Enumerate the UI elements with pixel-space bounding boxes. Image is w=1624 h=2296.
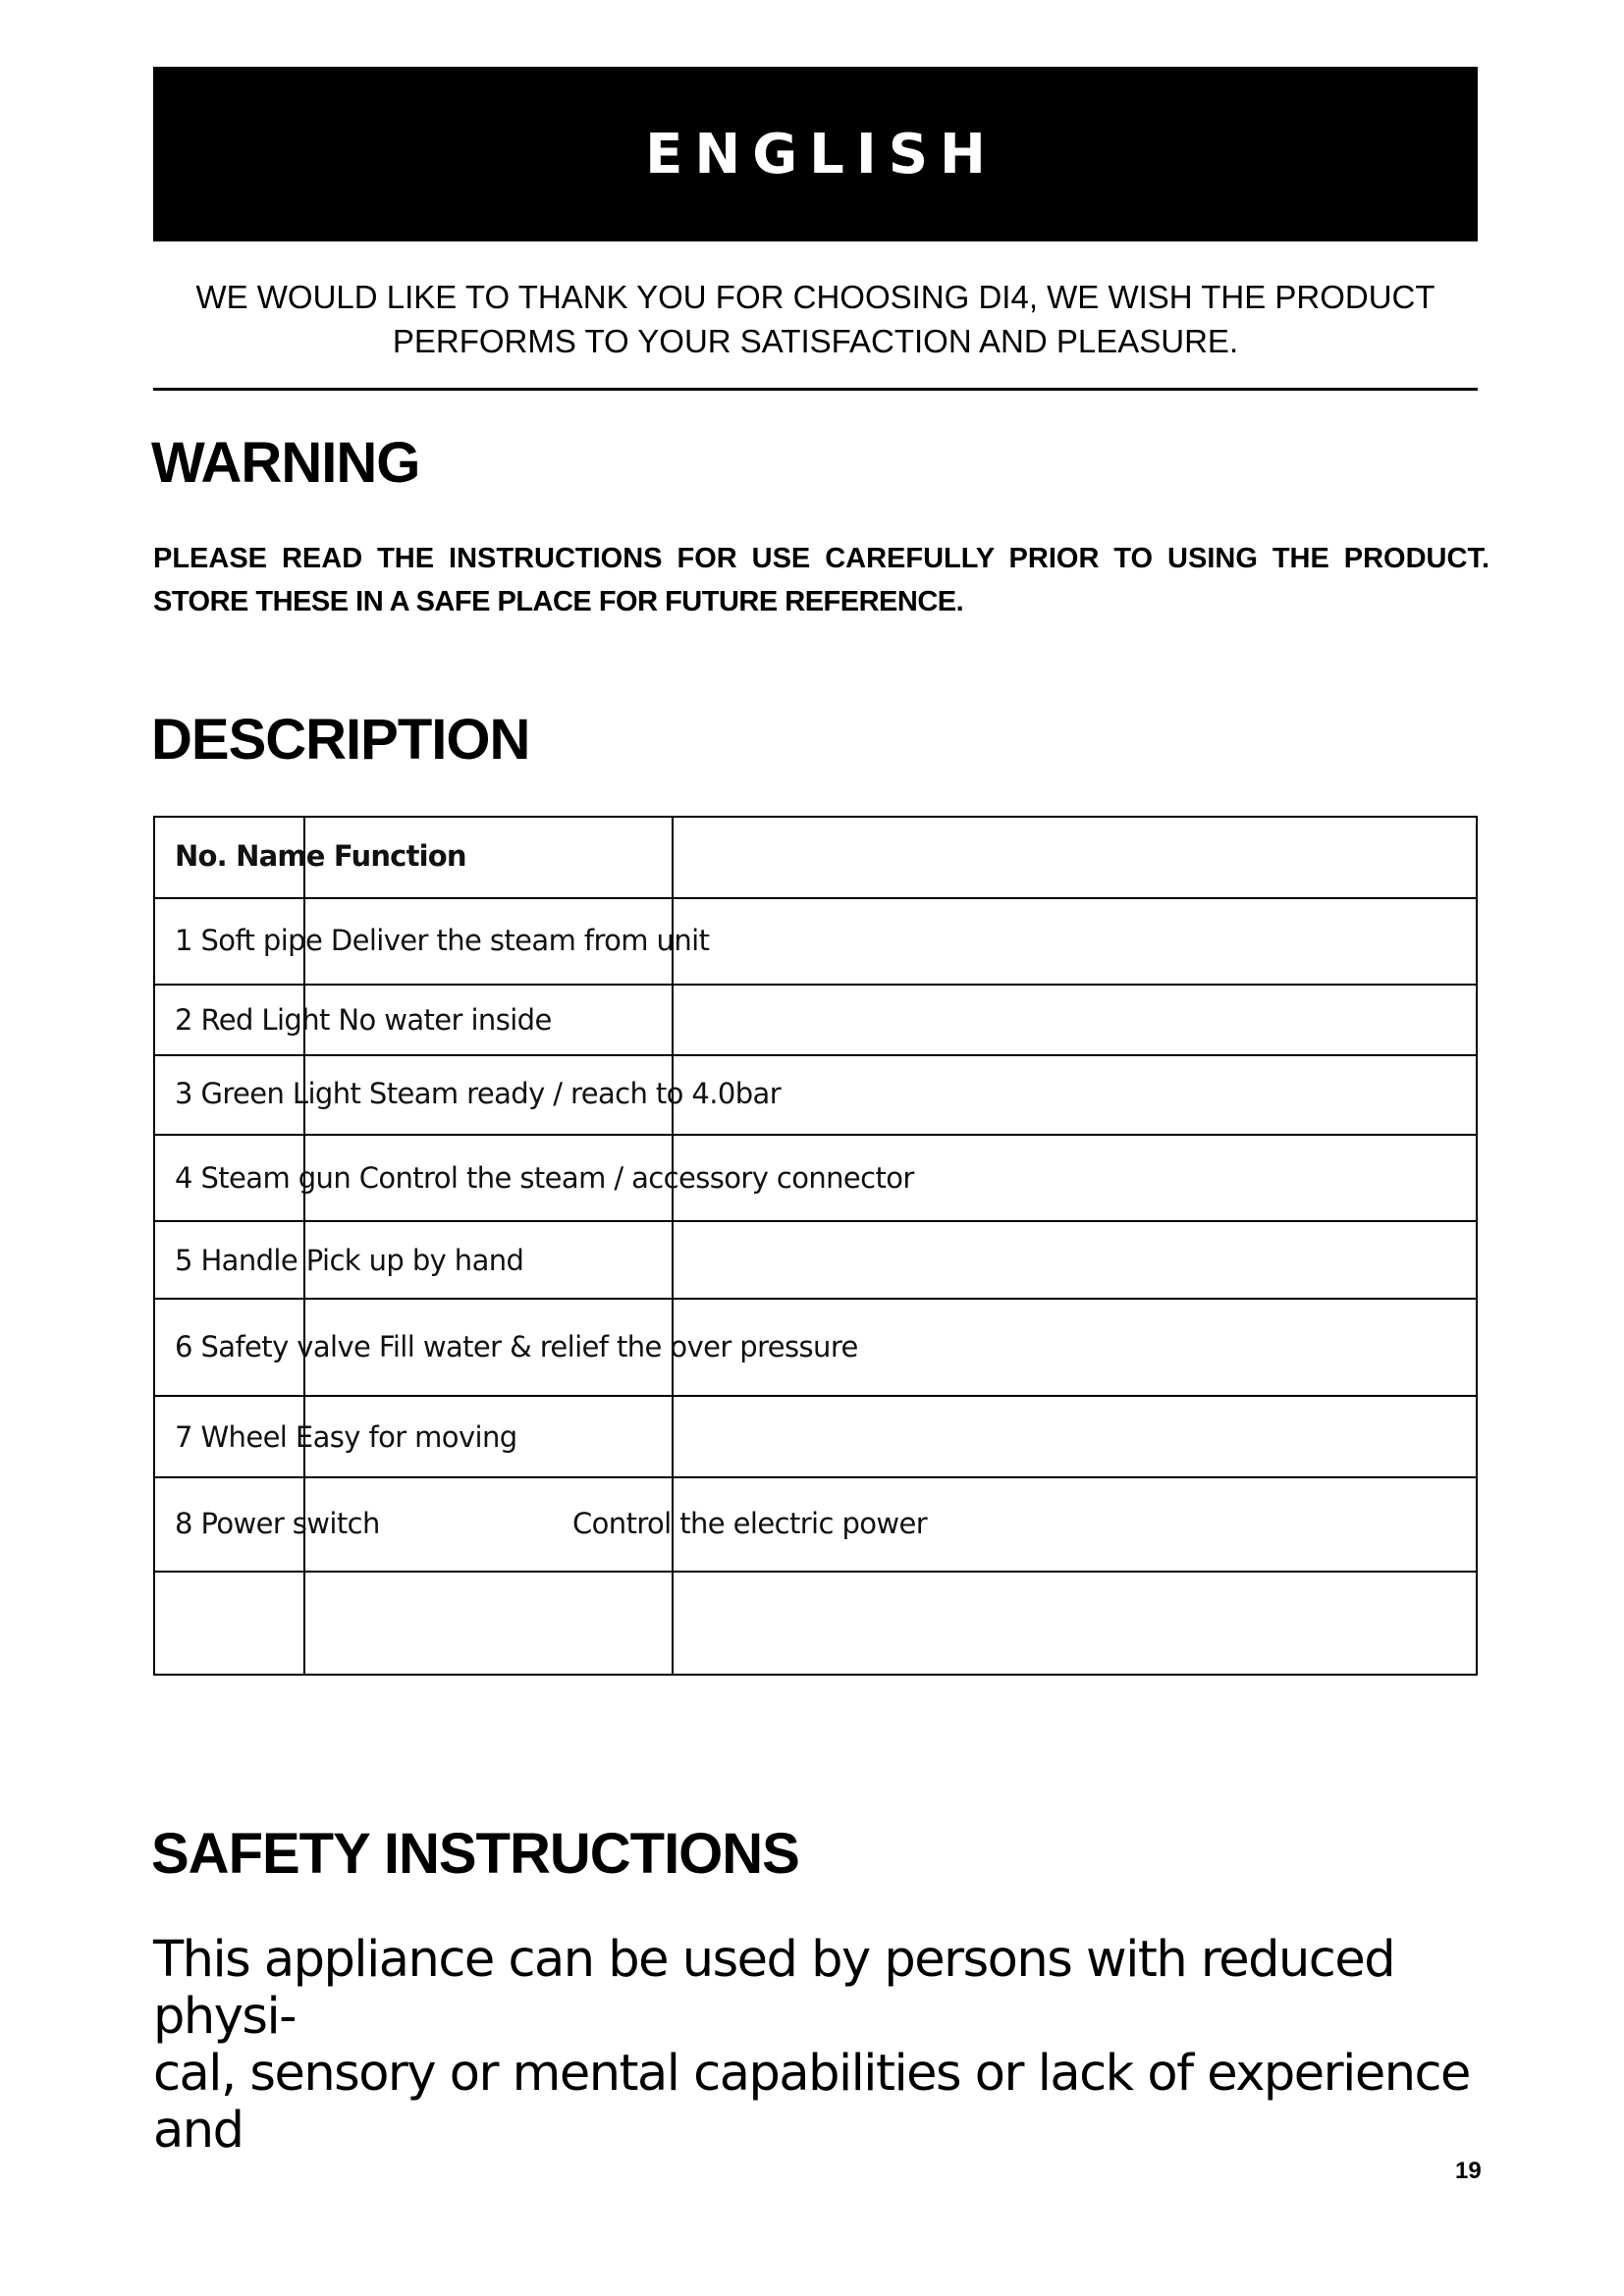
table-row-divider — [153, 1054, 1478, 1056]
table-row: 7 Wheel Easy for moving — [175, 1420, 517, 1454]
table-row-function: Control the electric power — [572, 1507, 928, 1540]
table-row-divider — [153, 1476, 1478, 1478]
thank-you-line-2: PERFORMS TO YOUR SATISFACTION AND PLEASURE. — [392, 323, 1239, 359]
safety-text-line-2: cal, sensory or mental capabilities or lack of experience and — [153, 2045, 1470, 2160]
table-row: 5 Handle Pick up by hand — [175, 1244, 524, 1277]
table-row-divider — [153, 1395, 1478, 1397]
page-number: 19 — [1455, 2158, 1482, 2184]
table-row: 1 Soft pipe Deliver the steam from unit — [175, 924, 710, 957]
safety-body-text — [153, 1932, 1489, 2160]
warning-text-line-2: STORE THESE IN A SAFE PLACE FOR FUTURE REFERENCE. — [153, 586, 964, 617]
language-title: ENGLISH — [645, 122, 998, 187]
safety-text-line-1: This appliance can be used by persons with reduced physi- — [153, 1931, 1395, 2046]
table-row-divider — [153, 1134, 1478, 1136]
language-banner — [153, 67, 1478, 241]
description-heading: DESCRIPTION — [151, 708, 530, 772]
table-row-divider — [153, 1298, 1478, 1300]
table-row: 4 Steam gun Control the steam / accessory connector — [175, 1161, 914, 1195]
thank-you-line-1: WE WOULD LIKE TO THANK YOU FOR CHOOSING DI4, WE WISH THE PRODUCT — [195, 279, 1435, 315]
table-header: No. Name Function — [175, 839, 466, 873]
section-divider — [153, 388, 1478, 391]
warning-heading: WARNING — [151, 431, 420, 495]
table-row: 2 Red Light No water inside — [175, 1003, 552, 1037]
table-row-divider — [153, 1220, 1478, 1222]
warning-text-line-1: PLEASE READ THE INSTRUCTIONS FOR USE CAREFULLY PRIOR TO USING THE PRODUCT. — [153, 543, 1489, 574]
table-row: 3 Green Light Steam ready / reach to 4.0bar — [175, 1077, 782, 1110]
parts-table — [153, 816, 1478, 1676]
table-row-divider — [153, 984, 1478, 986]
table-row: 6 Safety valve Fill water & relief the over pressure — [175, 1330, 858, 1363]
table-row: 8 Power switch — [175, 1507, 380, 1540]
thank-you-message — [153, 275, 1478, 363]
table-row-divider — [153, 897, 1478, 899]
safety-heading: SAFETY INSTRUCTIONS — [151, 1822, 799, 1886]
table-row-divider — [153, 1571, 1478, 1573]
